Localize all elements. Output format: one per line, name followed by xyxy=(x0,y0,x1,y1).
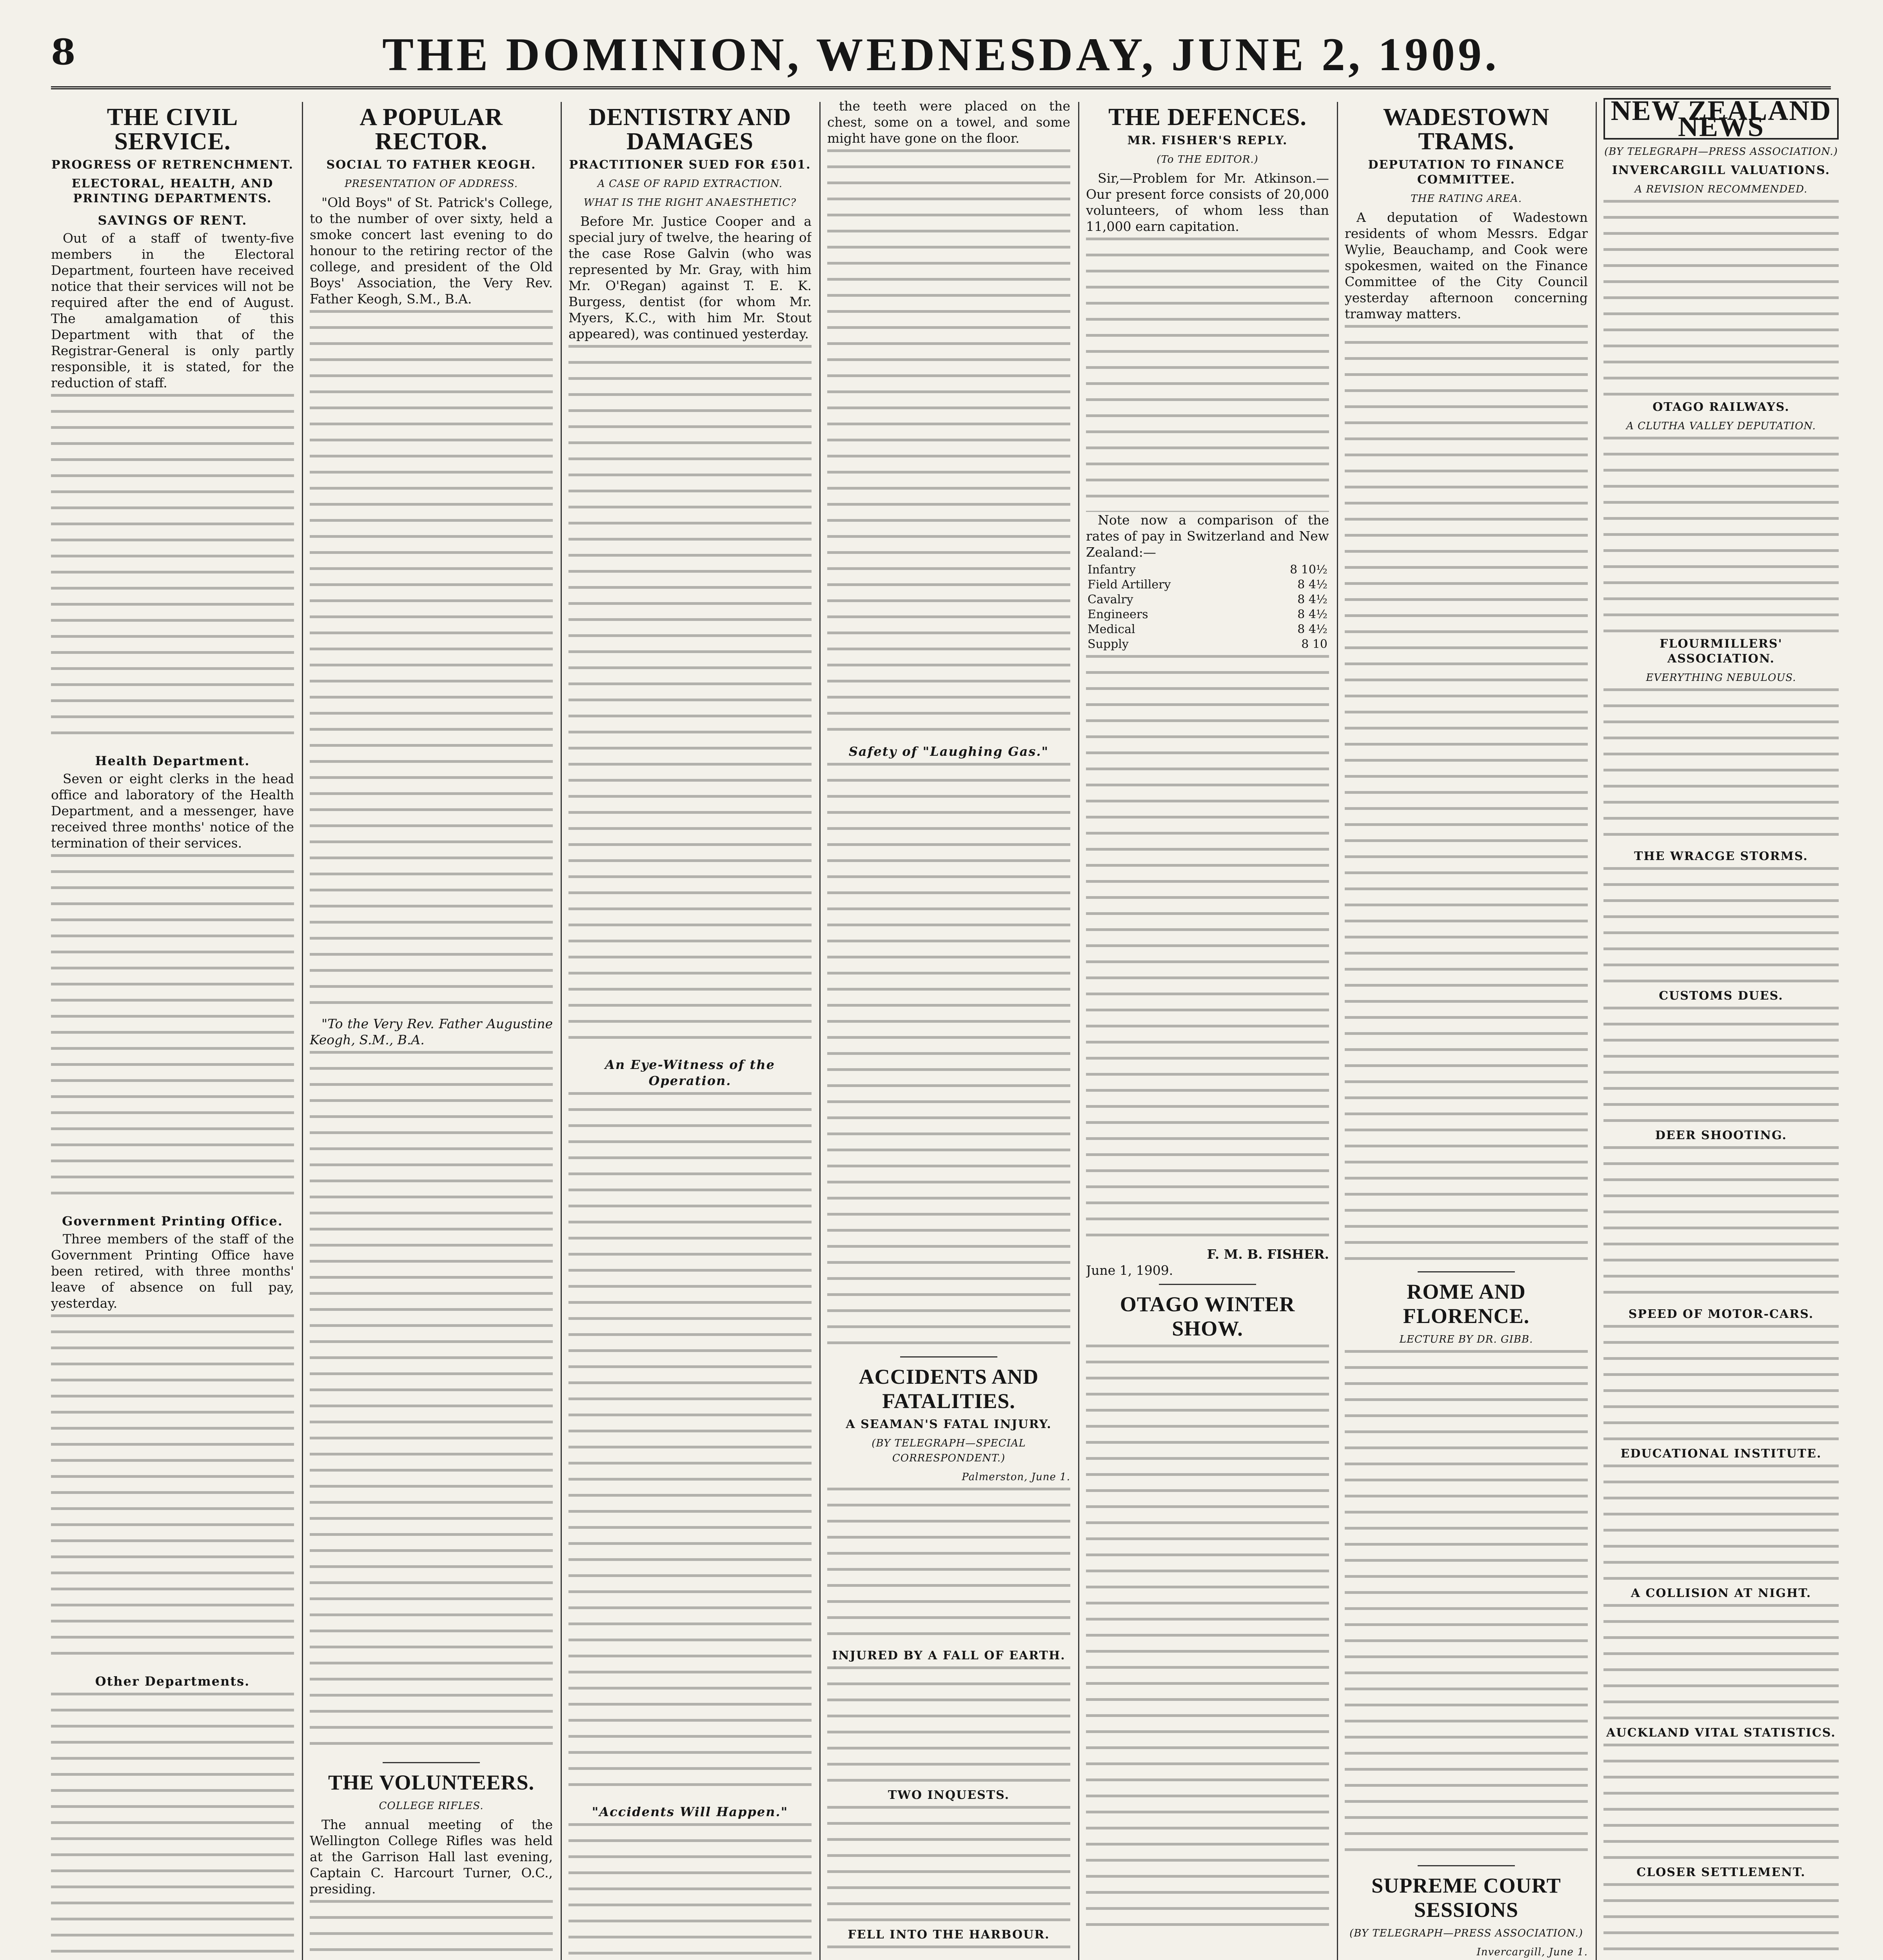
text-block xyxy=(1603,437,1839,633)
text-block xyxy=(1603,1325,1839,1443)
text-block xyxy=(1603,200,1839,396)
address-salutation: "To the Very Rev. Father Augustine Keogh, S.M., B.A. xyxy=(310,1016,553,1047)
subhead-closer: CLOSER SETTLEMENT. xyxy=(1636,1866,1806,1879)
subhead-revision: A REVISION RECOMMENDED. xyxy=(1634,183,1808,195)
headline-accidents: ACCIDENTS AND FATALITIES. xyxy=(859,1365,1039,1413)
subhead-inquests: TWO INQUESTS. xyxy=(888,1788,1010,1802)
article-paragraph: the teeth were placed on the chest, some on a towel, and some might have gone on the floor. xyxy=(827,98,1070,146)
dateline: Invercargill, June 1. xyxy=(1476,1946,1588,1958)
article-paragraph: "Old Boys" of St. Patrick's College, to the number of over sixty, held a smoke concert last evening to do honour to the retiring rector of the college, and president of the Old Boys' Association, the Very Rev. Father Keogh, S.M., B.A. xyxy=(310,195,553,307)
section-eye-witness: An Eye-Witness of the Operation. xyxy=(605,1057,775,1088)
dateline: Palmerston, June 1. xyxy=(962,1471,1070,1483)
section-printing: Government Printing Office. xyxy=(62,1214,283,1229)
text-block xyxy=(827,1488,1070,1644)
subhead-lecture: LECTURE BY DR. GIBB. xyxy=(1399,1334,1533,1345)
text-block xyxy=(827,1666,1070,1784)
article-paragraph: Three members of the staff of the Government Printing Office have been retired, with three months' leave of absence on full pay, yesterday. xyxy=(51,1231,294,1311)
subhead-nebulous: EVERYTHING NEBULOUS. xyxy=(1646,672,1796,684)
section-health: Health Department. xyxy=(95,753,250,768)
table-row: Infantry 8 10½ xyxy=(1088,563,1327,577)
column-3 xyxy=(568,98,812,1960)
table-row: Medical 8 4½ xyxy=(1088,622,1327,636)
text-block xyxy=(1603,1744,1839,1861)
headline-otago-show: OTAGO WINTER SHOW. xyxy=(1120,1292,1295,1340)
text-block xyxy=(827,149,1070,737)
section-savings: SAVINGS OF RENT. xyxy=(98,213,247,228)
subhead-college-rifles: COLLEGE RIFLES. xyxy=(379,1800,484,1812)
text-block xyxy=(827,763,1070,1351)
subhead-motor-speed: SPEED OF MOTOR-CARS. xyxy=(1628,1307,1814,1321)
text-block xyxy=(1086,1345,1329,1933)
byline: (BY TELEGRAPH—PRESS ASSOCIATION.) xyxy=(1349,1927,1583,1939)
text-block xyxy=(310,1900,553,1960)
text-block xyxy=(1603,1007,1839,1124)
text-block xyxy=(1345,325,1588,1266)
text-block xyxy=(827,1806,1070,1924)
headline-nz-news: NEW ZEALAND NEWS xyxy=(1603,98,1839,140)
text-block xyxy=(568,1092,812,1798)
text-block xyxy=(51,854,294,1207)
headline-dentistry: DENTISTRY AND DAMAGES xyxy=(588,104,792,155)
subhead-address: PRESENTATION OF ADDRESS. xyxy=(345,178,518,190)
column-rule xyxy=(561,102,562,1960)
subhead-rating: THE RATING AREA. xyxy=(1411,193,1522,205)
text-block xyxy=(310,1051,553,1757)
text-block xyxy=(51,394,294,747)
headline-wadestown: WADESTOWN TRAMS. xyxy=(1383,104,1550,155)
article-paragraph: Sir,—Problem for Mr. Atkinson.—Our present force consists of 20,000 volunteers, of whom less than 11,000 earn capitation. xyxy=(1086,171,1329,234)
text-block xyxy=(1086,238,1329,512)
text-block xyxy=(1603,867,1839,985)
text-block xyxy=(1603,1604,1839,1722)
table-row: Supply 8 10 xyxy=(1088,637,1327,651)
headline-volunteers: THE VOLUNTEERS. xyxy=(328,1771,535,1794)
headline-supreme-court: SUPREME COURT SESSIONS xyxy=(1371,1874,1561,1922)
column-2 xyxy=(310,98,553,1960)
article-paragraph: A deputation of Wadestown residents of whom Messrs. Edgar Wylie, Beauchamp, and Cook were spokesmen, waited on the Finance Committee of the City Council yesterday afternoon concerning tramway matters. xyxy=(1345,210,1588,321)
text-block xyxy=(51,1693,294,1960)
subhead-fisher: MR. FISHER'S REPLY. xyxy=(1127,134,1288,147)
table-intro: Note now a comparison of the rates of pay in Switzerland and New Zealand:— xyxy=(1086,512,1329,560)
section-other: Other Departments. xyxy=(95,1674,250,1689)
divider xyxy=(1159,1284,1256,1285)
headline-defences: THE DEFENCES. xyxy=(1108,104,1307,131)
table-row: Field Artillery 8 4½ xyxy=(1088,578,1327,592)
text-block xyxy=(310,310,553,1016)
article-paragraph: Seven or eight clerks in the head office and laboratory of the Health Department, and a messenger, have received three months' notice of the termination of their services. xyxy=(51,771,294,851)
newspaper-columns xyxy=(51,98,1839,1960)
text-block xyxy=(1603,1146,1839,1303)
subhead-retrenchment: PROGRESS OF RETRENCHMENT. xyxy=(51,158,294,172)
subhead-collision: A COLLISION AT NIGHT. xyxy=(1631,1586,1812,1600)
text-block xyxy=(1345,1350,1588,1860)
article-paragraph: Before Mr. Justice Cooper and a special jury of twelve, the hearing of the case Rose Galvin (who was represented by Mr. Gray, with him Mr. O'Regan) against T. E. K. Burgess, dentist (for whom Mr. Myers, K.C., with him Mr. Stout appeared), was continued yesterday. xyxy=(568,214,812,341)
subhead-flourmillers: FLOURMILLERS' ASSOCIATION. xyxy=(1660,637,1783,666)
table-row: Cavalry 8 4½ xyxy=(1088,593,1327,606)
subhead-extraction: A CASE OF RAPID EXTRACTION. xyxy=(597,178,783,190)
table-row: Engineers 8 4½ xyxy=(1088,608,1327,621)
section-laughing-gas: Safety of "Laughing Gas." xyxy=(848,744,1049,759)
page-number: 8 xyxy=(51,31,76,73)
column-7 xyxy=(1603,98,1839,1960)
column-4 xyxy=(827,98,1070,1960)
subhead-otago-railways: OTAGO RAILWAYS. xyxy=(1652,400,1790,414)
text-block xyxy=(51,1314,294,1667)
column-rule xyxy=(1078,102,1079,1960)
subhead-practitioner: PRACTITIONER SUED FOR £501. xyxy=(569,158,811,172)
section-accidents: "Accidents Will Happen." xyxy=(592,1804,788,1819)
subhead-harbour: FELL INTO THE HARBOUR. xyxy=(848,1928,1050,1942)
subhead-education: EDUCATIONAL INSTITUTE. xyxy=(1620,1447,1822,1461)
headline-rome: ROME AND FLORENCE. xyxy=(1403,1280,1530,1328)
letter-signature: F. M. B. FISHER. xyxy=(1207,1247,1329,1262)
headline-civil-service: THE CIVIL SERVICE. xyxy=(107,104,238,155)
byline: (BY TELEGRAPH—PRESS ASSOCIATION.) xyxy=(1604,146,1838,158)
text-block xyxy=(1603,1465,1839,1582)
text-block xyxy=(1086,655,1329,1243)
subhead-invercargill: INVERCARGILL VALUATIONS. xyxy=(1612,163,1830,177)
column-5 xyxy=(1086,98,1329,1960)
subhead-departments: ELECTORAL, HEALTH, AND PRINTING DEPARTMENTS. xyxy=(71,177,274,205)
text-block xyxy=(568,345,812,1051)
subhead-customs: CUSTOMS DUES. xyxy=(1659,989,1783,1003)
byline: (BY TELEGRAPH—SPECIAL CORRESPONDENT.) xyxy=(872,1437,1026,1464)
masthead xyxy=(51,27,1831,89)
subhead-wrack: THE WRACGE STORMS. xyxy=(1634,849,1808,863)
article-paragraph: Out of a staff of twenty-five members in the Electoral Department, fourteen have received notice that their services will not be required after the end of August. The amalgamation of this Department with that of the Registrar-General is only partly responsible, it is stated, for the reduction of staff. xyxy=(51,230,294,390)
subhead-fall: INJURED BY A FALL OF EARTH. xyxy=(832,1649,1066,1662)
column-rule xyxy=(1337,102,1338,1960)
text-block xyxy=(1603,688,1839,845)
subhead-clutha: A CLUTHA VALLEY DEPUTATION. xyxy=(1626,420,1816,432)
text-block xyxy=(568,1823,812,1960)
newspaper-title: THE DOMINION, WEDNESDAY, JUNE 2, 1909. xyxy=(382,28,1500,80)
article-paragraph: The annual meeting of the Wellington College Rifles was held at the Garrison Hall last evening, Captain C. Harcourt Turner, O.C., presiding. xyxy=(310,1817,553,1896)
subhead-deputation: DEPUTATION TO FINANCE COMMITTEE. xyxy=(1368,158,1565,187)
text-block xyxy=(827,1945,1070,1960)
divider xyxy=(383,1762,480,1763)
pay-rates-table xyxy=(1086,563,1329,652)
subhead-deer: DEER SHOOTING. xyxy=(1655,1129,1787,1142)
column-rule xyxy=(302,102,303,1960)
divider xyxy=(900,1356,997,1357)
headline-popular-rector: A POPULAR RECTOR. xyxy=(360,104,503,155)
subhead-seaman: A SEAMAN'S FATAL INJURY. xyxy=(846,1417,1052,1431)
column-6 xyxy=(1345,98,1588,1960)
subhead-vital: AUCKLAND VITAL STATISTICS. xyxy=(1606,1726,1836,1740)
subhead-editor: (To THE EDITOR.) xyxy=(1157,154,1258,165)
subhead-social: SOCIAL TO FATHER KEOGH. xyxy=(326,158,536,172)
column-1 xyxy=(51,98,294,1960)
letter-date: June 1, 1909. xyxy=(1086,1263,1173,1278)
subhead-anaesthetic: WHAT IS THE RIGHT ANAESTHETIC? xyxy=(583,197,797,209)
divider xyxy=(1418,1271,1515,1272)
text-block xyxy=(1603,1883,1839,1960)
divider xyxy=(1418,1865,1515,1866)
column-rule xyxy=(819,102,821,1960)
column-rule xyxy=(1596,102,1597,1960)
